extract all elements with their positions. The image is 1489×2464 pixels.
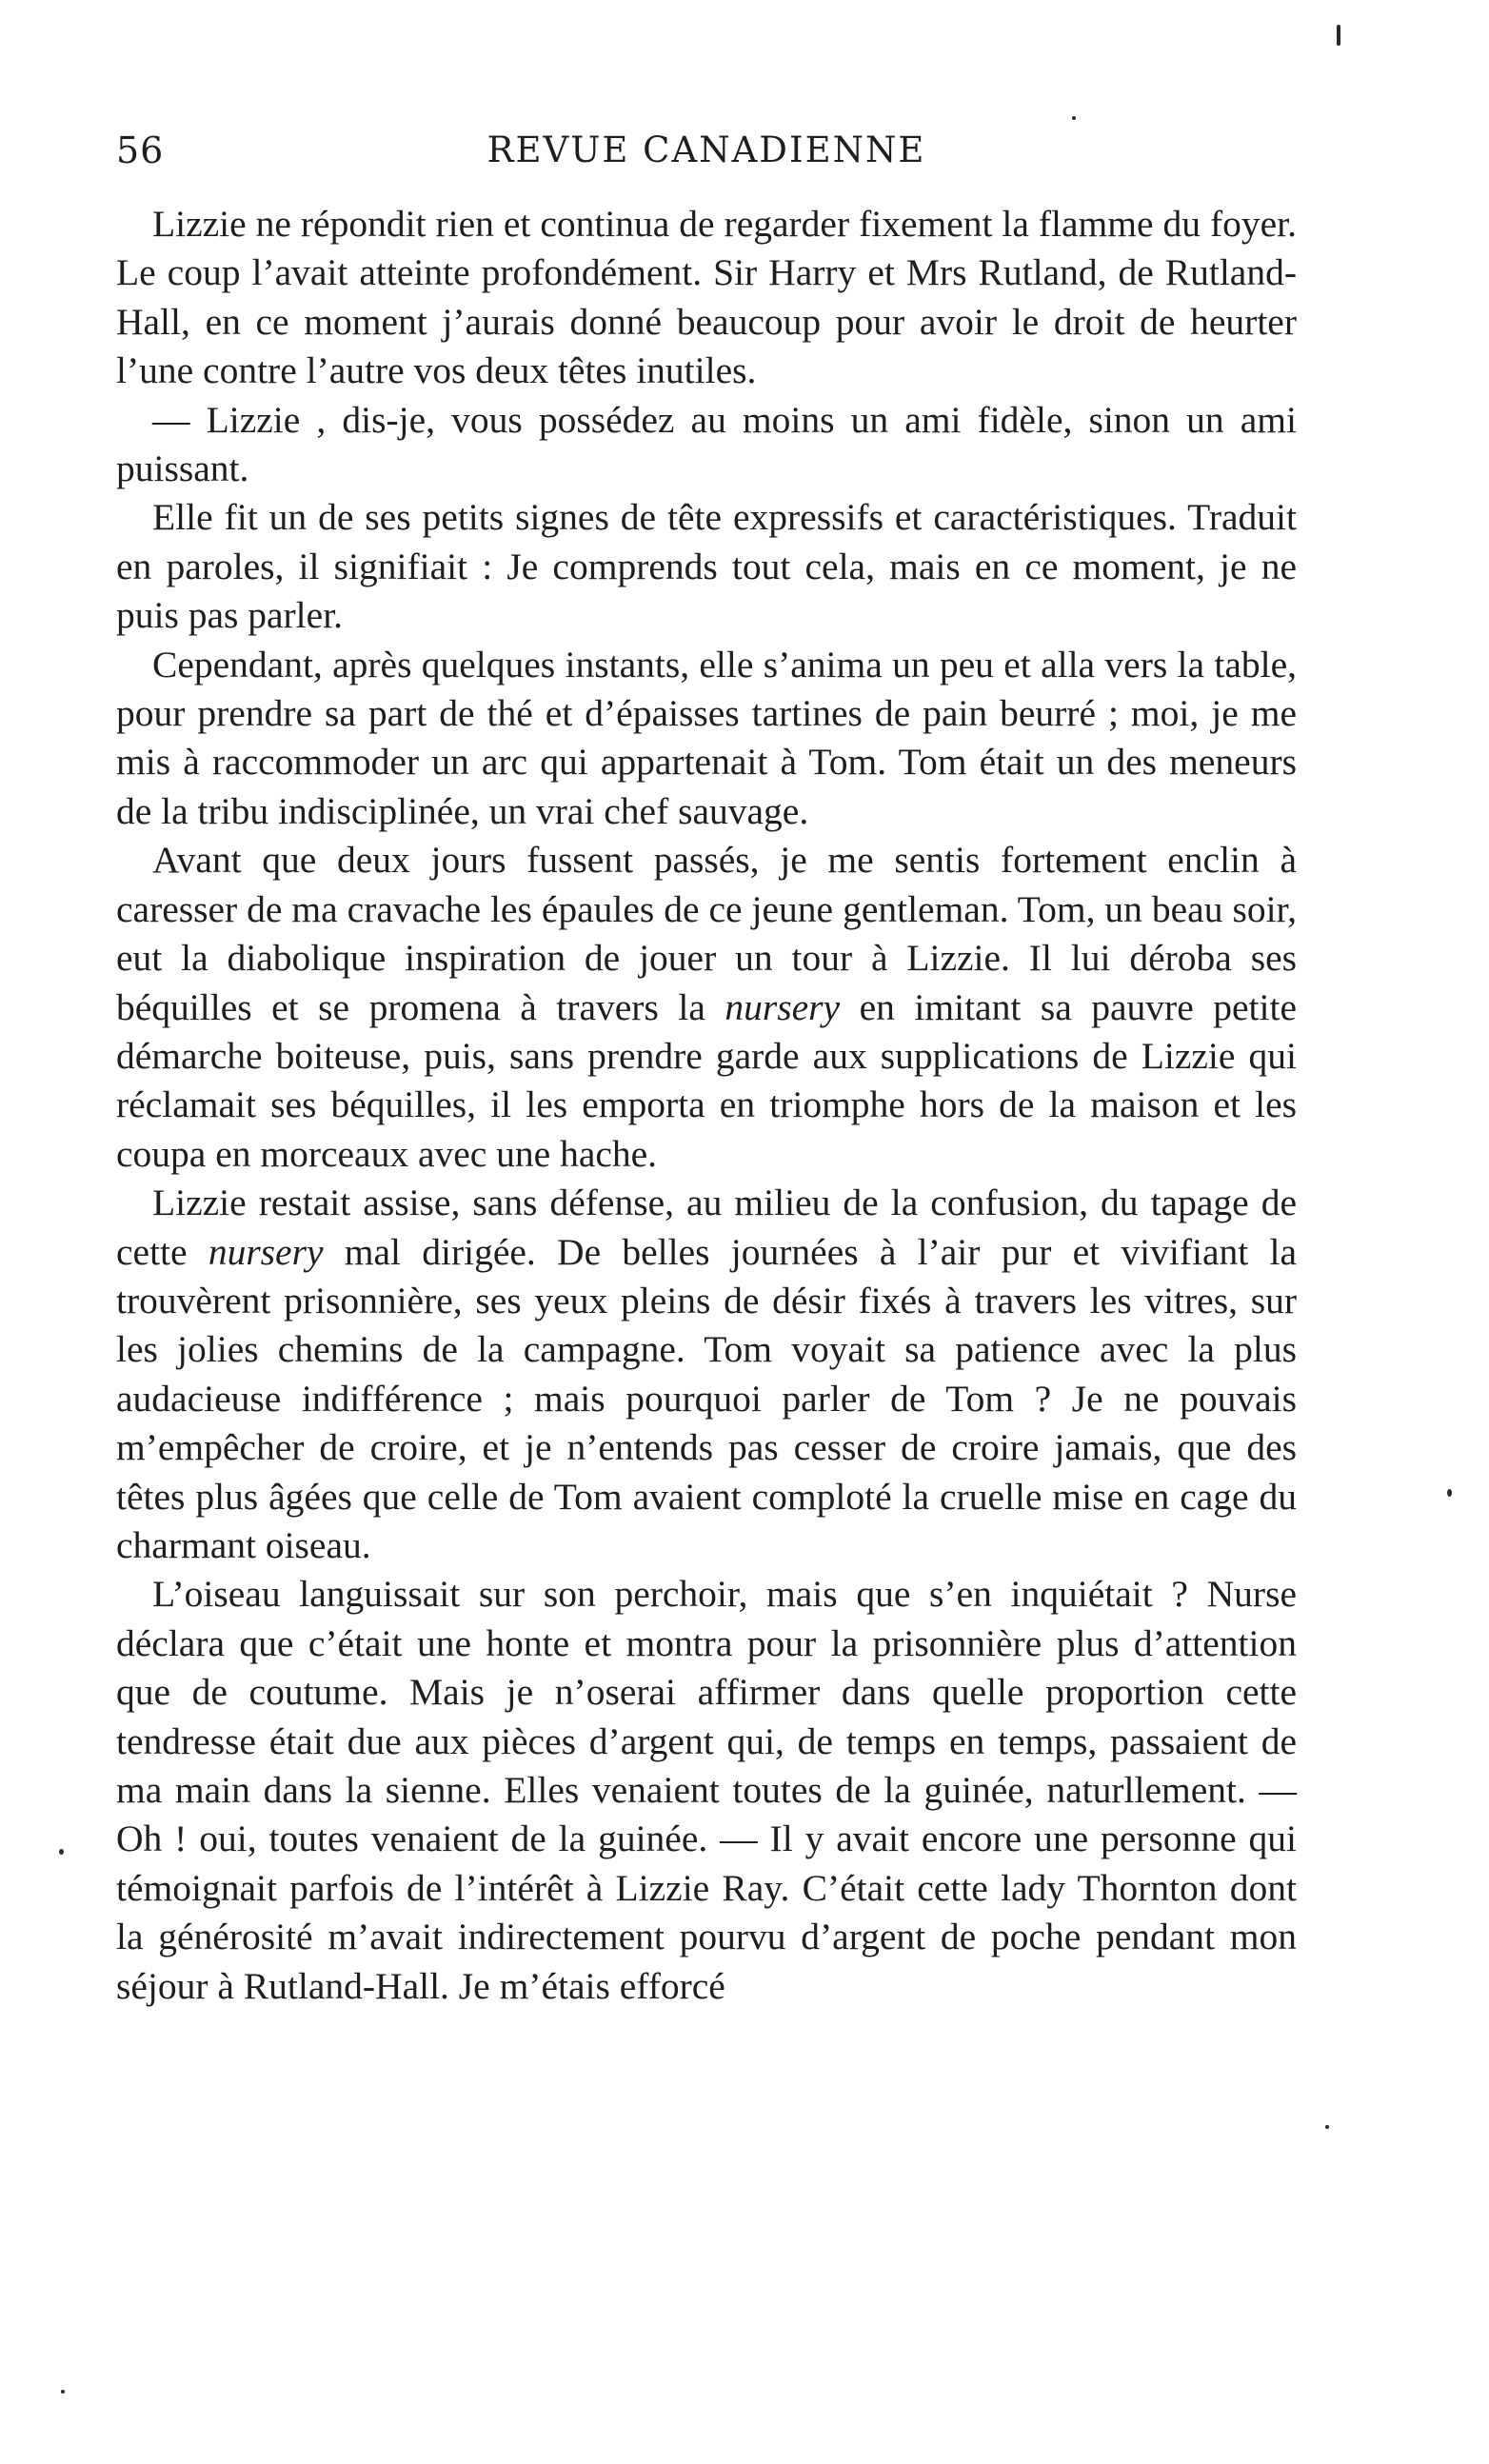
text-run: mal dirigée. De belles journées à l’air pur et vivifiant la trouvèrent prisonnière, ses yeux pleins de désir fixés à travers les vitres, sur les jolies chemins de la campagne. Tom voyait sa patience avec la plus audacieuse indifférence ; mais pourquoi parler de Tom ? Je ne pouvais m’empêcher de croire, et je n’entends pas cesser de croire jamais, que des têtes plus âgées que celle de Tom avaient comploté la cruelle mise en cage du charmant oiseau.: [116, 1230, 1297, 1566]
text-run: Lizzie ne répondit rien et continua de regarder fixement la flamme du foyer. Le coup l’avait atteinte profondément. Sir Harry et Mrs Rutland, de Rutland-Hall, en ce moment j’aurais donné beaucoup pour avoir le droit de heurter l’une contre l’autre vos deux têtes inutiles.: [116, 203, 1297, 392]
scan-speck: [61, 2390, 65, 2394]
text-run: Cependant, après quelques instants, elle s’anima un peu et alla vers la table, pour prendre sa part de thé et d’épaisses tartines de pain beurré ; moi, je me mis à raccommoder un arc qui appartenait à Tom. Tom était un des meneurs de la tribu indisciplinée, un vrai chef sauvage.: [116, 643, 1297, 832]
running-head: [116, 129, 1297, 187]
scan-speck: [1325, 2125, 1329, 2129]
scan-speck: [1337, 25, 1340, 46]
page-number: 56: [116, 129, 165, 171]
paragraph: [116, 1570, 1297, 2011]
book-page: [116, 129, 1297, 2011]
text-run: en imitant sa pauvre petite démarche boiteuse, puis, sans prendre garde aux supplications de Lizzie qui réclamait ses béquilles, il les emporta en triomphe hors de la maison et les coupa en morceaux avec une hache.: [116, 985, 1297, 1175]
text-run: — Lizzie , dis-je, vous possédez au moins un ami fidèle, sinon un ami puissant.: [116, 398, 1297, 490]
scan-speck: [59, 1849, 64, 1855]
paragraph: [116, 1179, 1297, 1570]
paragraph: [116, 836, 1297, 1179]
paragraph: [116, 641, 1297, 837]
journal-title: REVUE CANADIENNE: [486, 129, 926, 170]
text-run: Lizzie restait assise, sans défense, au milieu de la confusion, du tapage de cette: [116, 1182, 1297, 1273]
italic-term: nursery: [725, 985, 841, 1028]
scan-speck: [1072, 116, 1076, 120]
body-text: [116, 200, 1297, 2011]
scan-speck: [1447, 1489, 1452, 1497]
italic-term: nursery: [208, 1230, 324, 1273]
text-run: Avant que deux jours fussent passés, je me sentis fortement enclin à caresser de ma cravache les épaules de ce jeune gentleman. Tom, un beau soir, eut la diabolique inspiration de jouer un tour à Lizzie. Il lui déroba ses béquilles et se promena à travers la: [116, 839, 1297, 1028]
text-run: Elle fit un de ses petits signes de tête expressifs et caractéristiques. Traduit en paroles, il signifiait : Je comprends tout cela, mais en ce moment, je ne puis pas parler.: [116, 496, 1297, 637]
paragraph: [116, 396, 1297, 494]
text-run: L’oiseau languissait sur son perchoir, mais que s’en inquiétait ? Nurse déclara que c’était une honte et montra pour la prisonnière plus d’attention que de coutume. Mais je n’oserai affirmer dans quelle proportion cette tendresse était due aux pièces d’argent qui, de temps en temps, passaient de ma main dans la sienne. Elles venaient toutes de la guinée, naturllement. — Oh ! oui, toutes venaient de la guinée. — Il y avait encore une personne qui témoignait parfois de l’intérêt à Lizzie Ray. C’était cette lady Thornton dont la générosité m’avait indirectement pourvu d’argent de poche pendant mon séjour à Rutland-Hall. Je m’étais efforcé: [116, 1573, 1297, 2007]
paragraph: [116, 493, 1297, 640]
paragraph: [116, 200, 1297, 396]
